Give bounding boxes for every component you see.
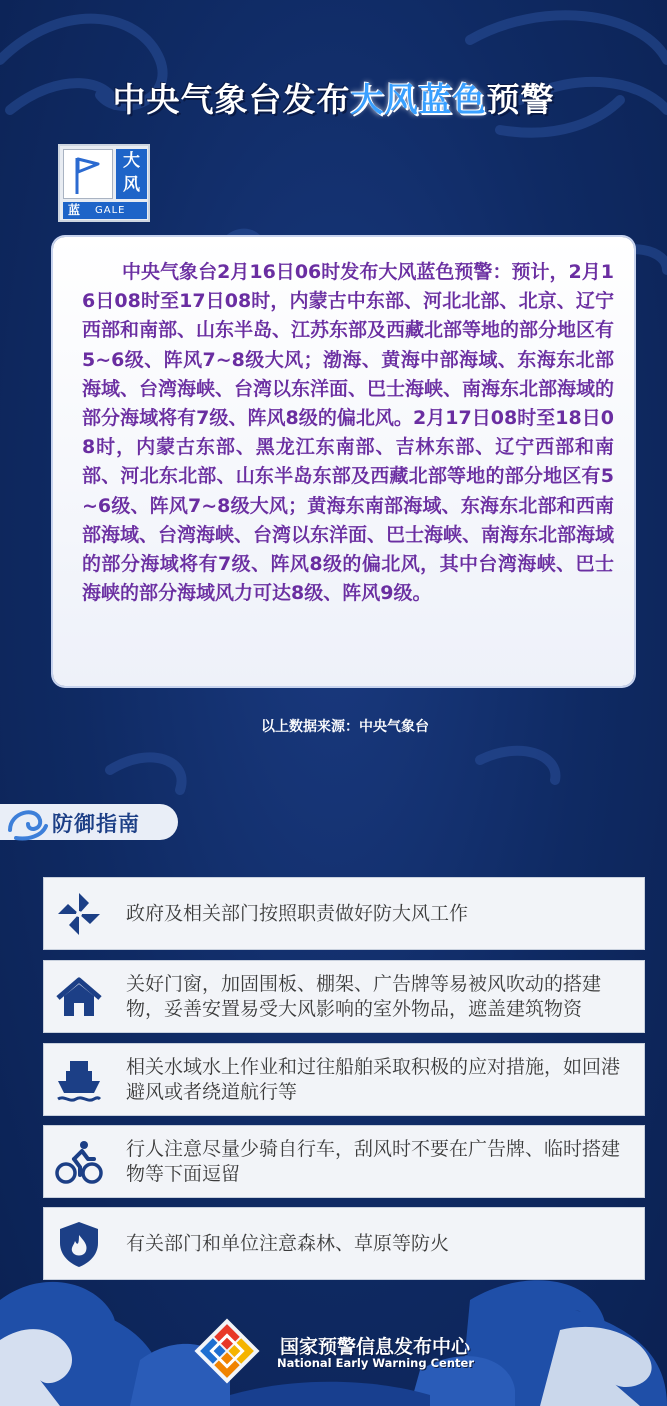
- pinwheel-icon: [54, 889, 104, 939]
- guide-text-4: 行人注意尽量少骑自行车，刮风时不要在广告牌、临时搭建物等下面逗留: [126, 1137, 621, 1185]
- badge-title: [116, 149, 147, 199]
- house-icon: [54, 972, 104, 1022]
- guide-text-1: 政府及相关部门按照职责做好防大风工作: [126, 902, 469, 924]
- title-prefix: 中央气象台发布: [112, 80, 351, 119]
- badge-char-2: 风: [123, 175, 140, 195]
- badge-footer: [63, 202, 147, 219]
- bulletin-text: 中央气象台2月16日06时发布大风蓝色预警：预计，2月16日08时至17日08时，内蒙古中东部、河北北部、北京、辽宁西部和南部、山东半岛、江苏东部及西藏北部等地的部分地区有5~6级、阵风7~8级大风；渤海、黄海中部海域、东海东北部海域、台湾海峡、台湾以东洋面、巴士海峡、南海东北部海域的部分海域将有7级、阵风8级的偏北风。2月17日08时至18日08时，内蒙古东部、黑龙江东南部、吉林东部、辽宁西部和南部、河北东北部、山东半岛东部及西藏北部等地的部分地区有5~6级、阵风7~8级大风；黄海东南部海域、东海东北部和西南部海域、台湾海峡、台湾以东洋面、巴士海峡、南海东北部海域的部分海域将有7级、阵风8级的偏北风，其中台湾海峡、巴士海峡的部分海域风力可达8级、阵风9级。: [82, 261, 615, 605]
- wind-swirl-icon: [6, 800, 50, 844]
- badge-char-1: 大: [123, 151, 140, 171]
- footer-name-en: National Early Warning Center: [277, 1356, 474, 1370]
- guide-text-5: 有关部门和单位注意森林、草原等防火: [126, 1232, 450, 1254]
- page-title: [0, 74, 667, 121]
- wind-flag-icon: [63, 149, 113, 199]
- guide-item-3: [43, 1043, 645, 1116]
- guide-text-2: 关好门窗，加固围板、棚架、广告牌等易被风吹动的搭建物，妥善安置易受大风影响的室外物品，遮盖建筑物资: [126, 972, 602, 1020]
- title-suffix: 预警: [486, 80, 555, 119]
- badge-level: 蓝: [68, 203, 81, 217]
- guide-item-1: [43, 877, 645, 950]
- title-highlight: 大风蓝色: [350, 80, 487, 119]
- fire-shield-icon: [54, 1219, 104, 1269]
- gale-blue-warning-badge: [58, 144, 150, 222]
- guide-text-3: 相关水域水上作业和过往船舶采取积极的应对措施，如回港避风或者绕道航行等: [126, 1055, 621, 1103]
- data-source: 以上数据来源：中央气象台: [261, 719, 429, 735]
- guide-item-2: [43, 960, 645, 1033]
- defense-guide-label: 防御指南: [52, 812, 140, 836]
- badge-english: GALE: [95, 205, 126, 216]
- footer-name-cn: 国家预警信息发布中心: [280, 1336, 471, 1358]
- guide-item-4: [43, 1125, 645, 1198]
- ship-icon: [54, 1055, 104, 1105]
- guide-item-5: [43, 1207, 645, 1280]
- cyclist-icon: [54, 1137, 104, 1187]
- nwc-logo-icon: [192, 1316, 262, 1386]
